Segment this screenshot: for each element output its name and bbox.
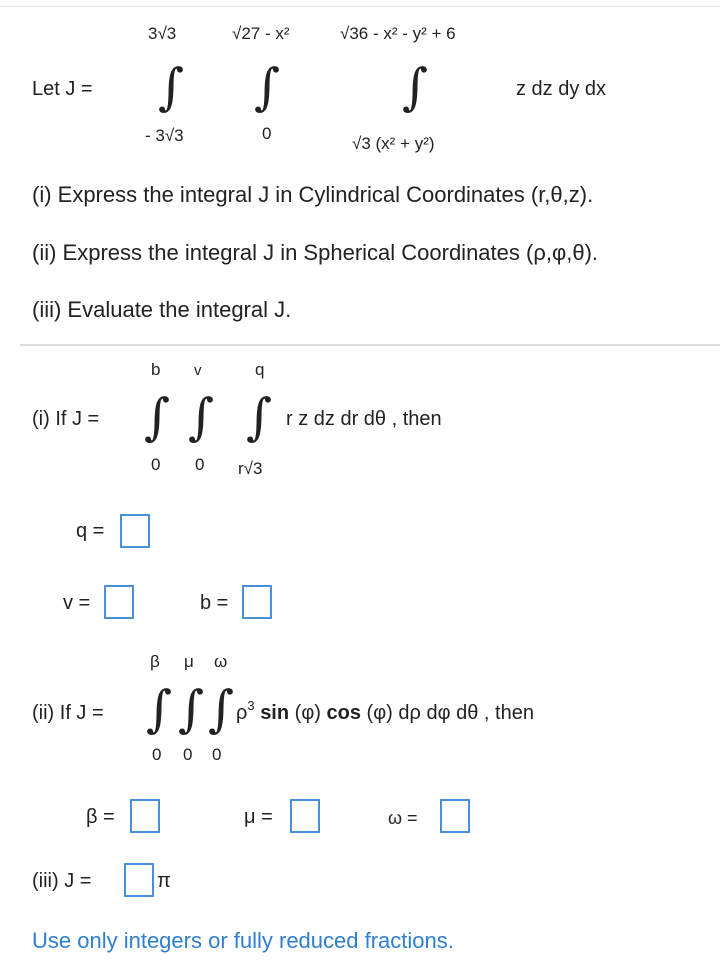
cyl-upper-z: q <box>255 360 265 379</box>
beta-label: β = <box>86 806 115 828</box>
cyl-upper-theta: b <box>151 360 161 379</box>
limit-x-lower: - 3√3 <box>145 126 184 145</box>
limit-x-upper: 3√3 <box>148 24 177 43</box>
limit-y-upper: √27 - x² <box>232 24 290 43</box>
mu-answer-input[interactable] <box>290 799 320 833</box>
v-label: v = <box>63 592 91 614</box>
mu-label: μ = <box>244 806 273 828</box>
sph-integral-phi: ∫ <box>178 680 205 738</box>
let-label: Let J = <box>32 78 93 100</box>
integral-sign-z: ∫ <box>402 58 429 116</box>
sph-upper-theta: β <box>150 652 160 671</box>
sin-argument: (φ) <box>294 702 321 724</box>
beta-answer-input[interactable] <box>130 799 160 833</box>
sph-lead: (ii) If J = <box>32 702 104 724</box>
integral-sign-x: ∫ <box>158 58 185 116</box>
limit-y-lower: 0 <box>262 124 272 143</box>
omega-label: ω = <box>388 808 418 828</box>
sph-lower-phi: 0 <box>183 745 193 764</box>
cyl-lower-z: r√3 <box>238 459 263 478</box>
b-answer-input[interactable] <box>242 585 272 619</box>
instruction-note: Use only integers or fully reduced fractions. <box>32 928 454 953</box>
sph-integral-theta: ∫ <box>146 680 173 738</box>
cyl-integral-z: ∫ <box>246 388 273 446</box>
cos-argument: (φ) <box>366 702 393 724</box>
cyl-lower-theta: 0 <box>151 455 161 474</box>
cyl-lead: (i) If J = <box>32 408 100 430</box>
cyl-lower-r: 0 <box>195 455 205 474</box>
v-answer-input[interactable] <box>104 585 134 619</box>
q-answer-input[interactable] <box>120 514 150 548</box>
sph-integral-rho: ∫ <box>208 680 235 738</box>
sph-integrand <box>236 698 534 725</box>
evaluate-label: (iii) J = <box>32 870 92 892</box>
sph-upper-phi: μ <box>184 652 194 671</box>
rho-exponent: 3 <box>247 698 255 713</box>
integral-sign-y: ∫ <box>254 58 281 116</box>
sph-lower-rho: 0 <box>212 745 222 764</box>
top-divider <box>0 6 720 7</box>
sph-lower-theta: 0 <box>152 745 162 764</box>
cos-function: cos <box>326 702 361 724</box>
j-value-input[interactable] <box>124 863 154 897</box>
cyl-integral-r: ∫ <box>188 388 215 446</box>
b-label: b = <box>200 592 229 614</box>
part-ii-text: (ii) Express the integral J in Spherical Coordinates (ρ,φ,θ). <box>32 240 599 265</box>
section-divider <box>20 344 720 346</box>
integrand-cartesian: z dz dy dx <box>516 78 607 100</box>
part-i-text: (i) Express the integral J in Cylindrical Coordinates (r,θ,z). <box>32 182 594 207</box>
limit-z-upper: √36 - x² - y² + 6 <box>340 24 456 43</box>
omega-answer-input[interactable] <box>440 799 470 833</box>
rho-symbol: ρ <box>236 702 248 724</box>
cyl-integral-theta: ∫ <box>144 388 171 446</box>
cyl-integrand: r z dz dr dθ , then <box>286 408 442 430</box>
cyl-upper-r: v <box>194 362 202 379</box>
sph-differentials: dρ dφ dθ , then <box>398 702 534 724</box>
pi-symbol: π <box>157 870 171 892</box>
limit-z-lower: √3 (x² + y²) <box>352 134 435 153</box>
sin-function: sin <box>260 702 290 724</box>
sph-upper-rho: ω <box>214 652 228 671</box>
part-iii-text: (iii) Evaluate the integral J. <box>32 297 292 322</box>
q-label: q = <box>76 520 105 542</box>
